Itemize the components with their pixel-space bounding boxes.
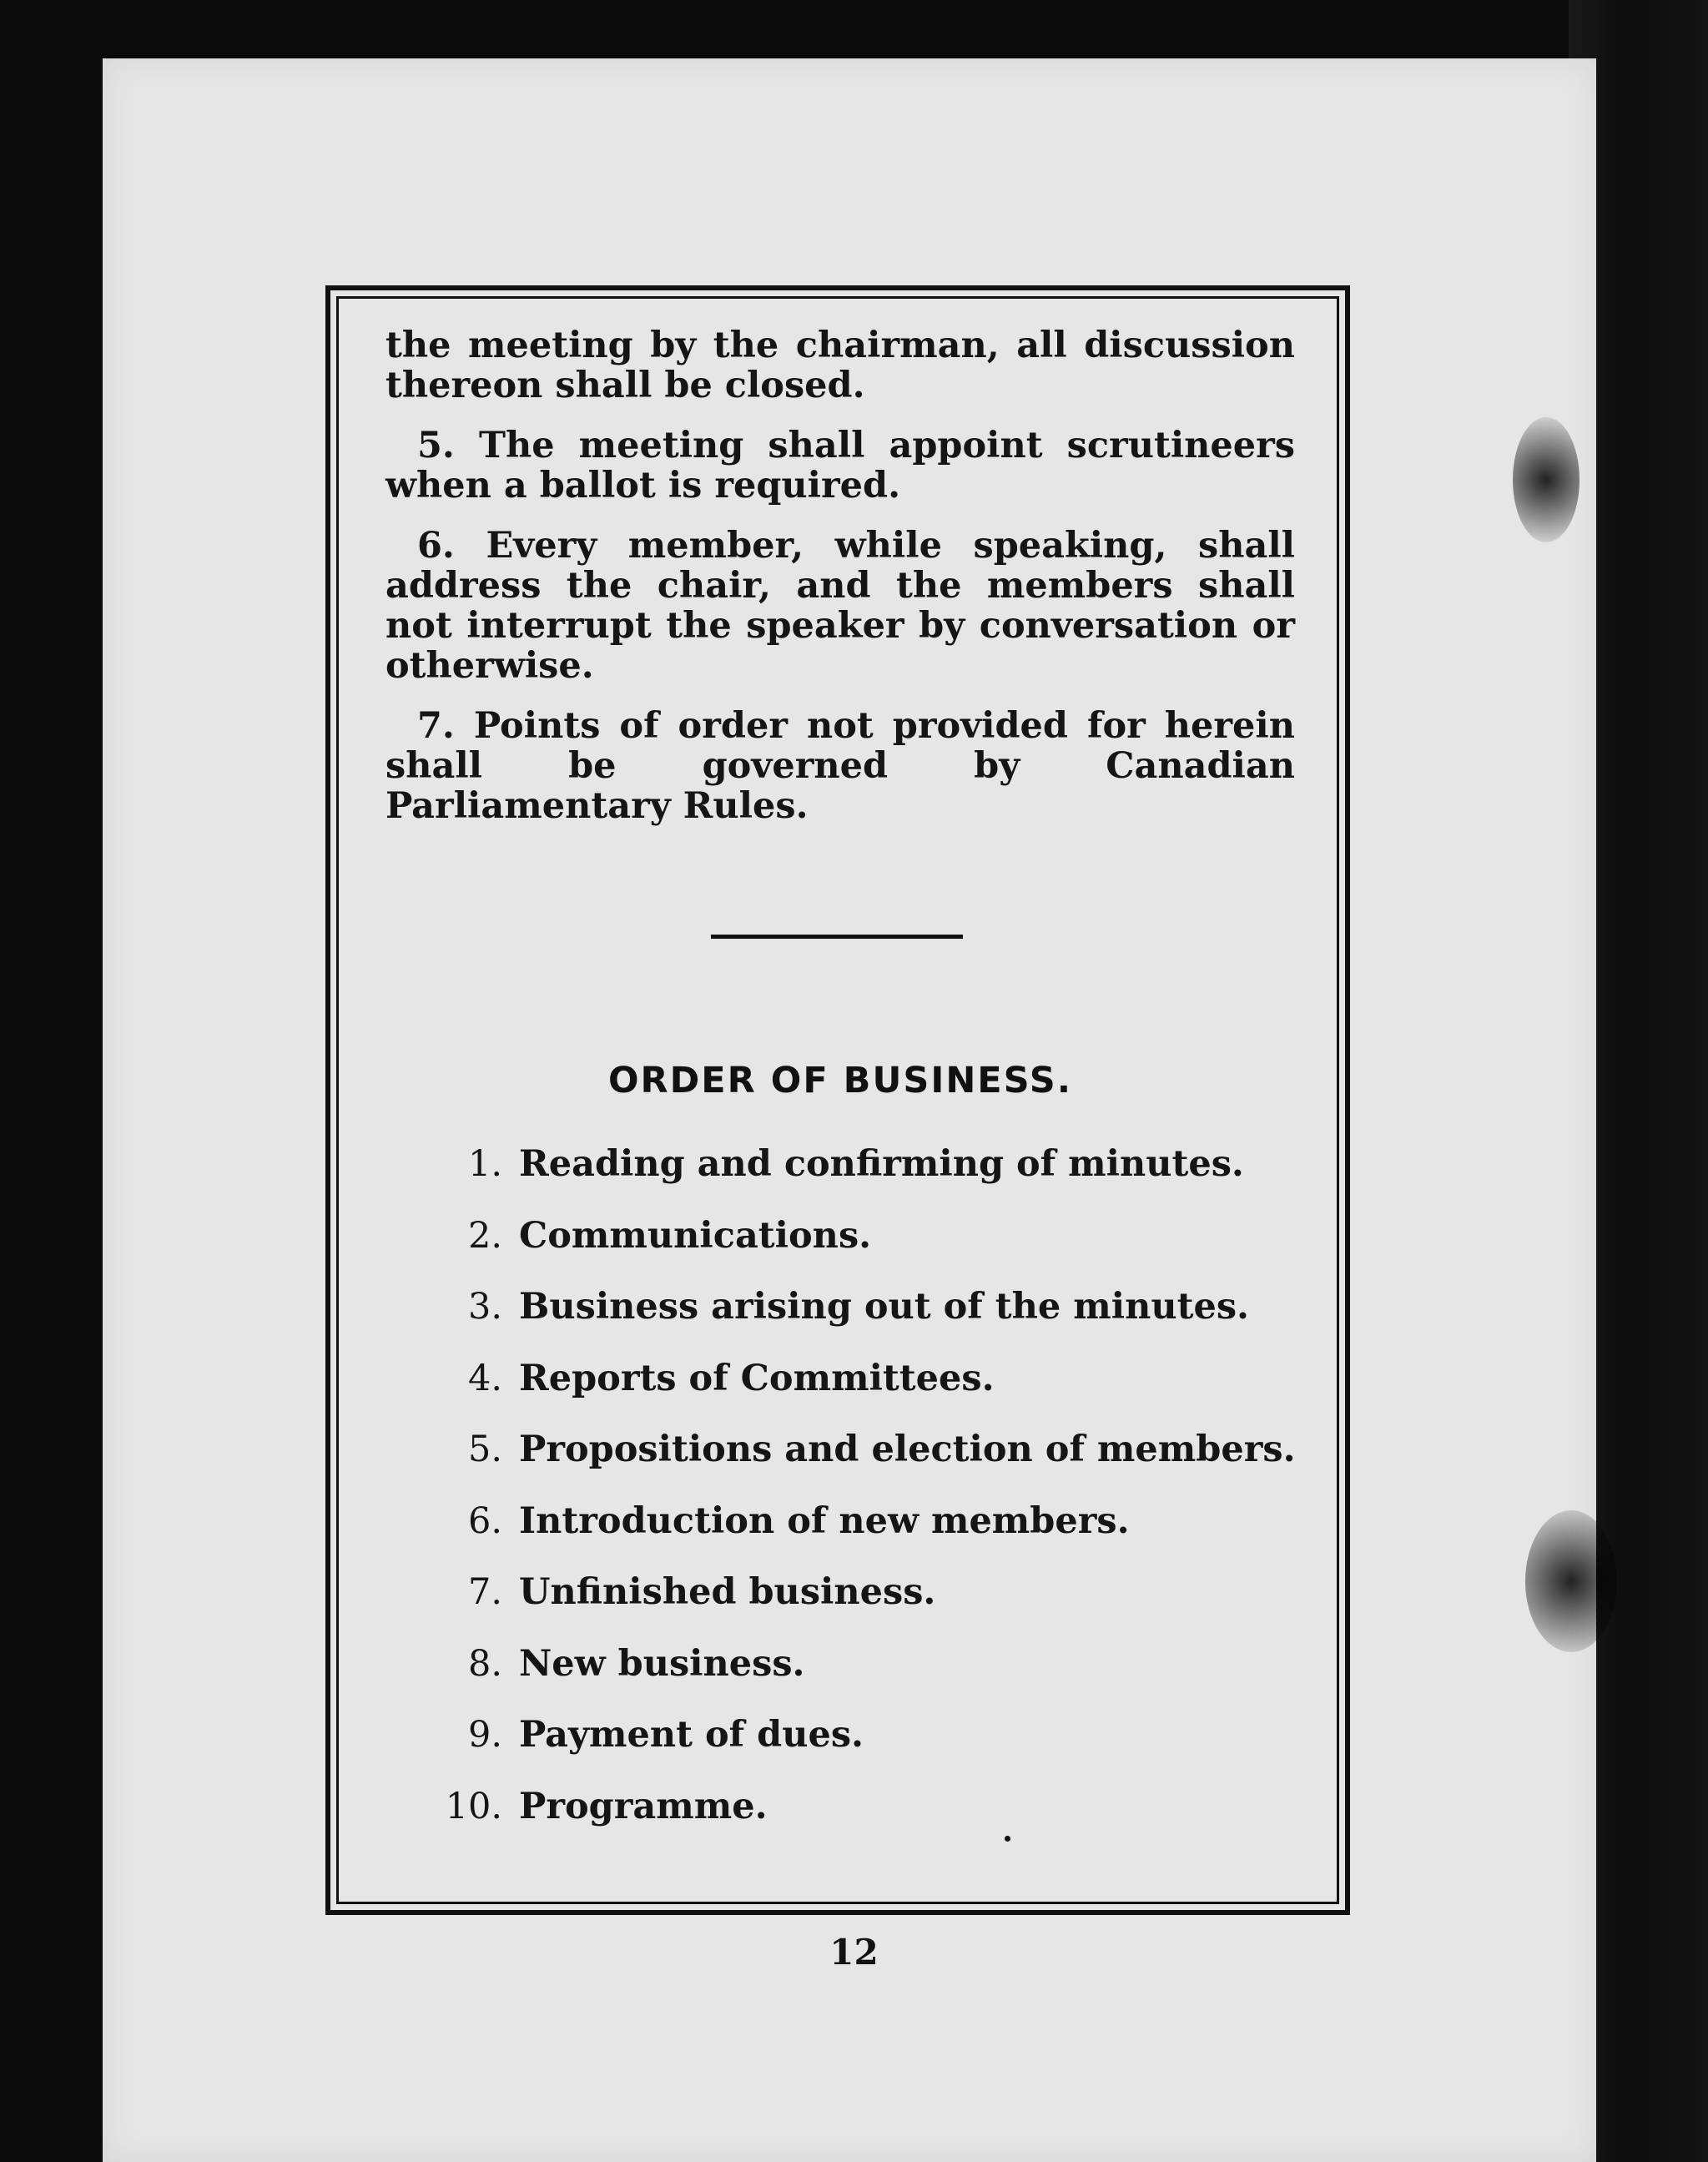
item-number: 7.: [467, 1571, 502, 1613]
list-item: [417, 1782, 1318, 1853]
item-text: Introduction of new members.: [519, 1499, 1130, 1542]
item-number: 8.: [467, 1642, 502, 1685]
item-number: 5.: [467, 1429, 502, 1470]
list-item: [417, 1353, 1318, 1425]
item-text: Business arising out of the minutes.: [519, 1286, 1249, 1328]
item-number: 1.: [467, 1143, 502, 1185]
rule-7: 7. Points of order not provided for herein shall be governed by Canadian Parliamentary Rules.: [385, 705, 1295, 827]
item-number: 3.: [467, 1286, 502, 1328]
item-text: Reports of Committees.: [519, 1357, 995, 1399]
item-text: New business.: [519, 1642, 805, 1685]
section-divider: [711, 935, 963, 939]
rules-text: [385, 325, 1295, 846]
list-item: [417, 1139, 1318, 1211]
paragraph-continued: the meeting by the chairman, all discussion thereon shall be closed.: [385, 325, 1295, 406]
order-of-business-list: [417, 1139, 1318, 1852]
order-of-business-heading: ORDER OF BUSINESS.: [607, 1060, 1073, 1101]
ink-speck: [1005, 1836, 1010, 1842]
item-number: 2.: [467, 1214, 502, 1257]
item-text: Propositions and election of members.: [519, 1429, 1296, 1470]
list-item: [417, 1282, 1318, 1353]
list-item: [417, 1567, 1318, 1639]
list-item: [417, 1496, 1318, 1568]
page-number: 12: [829, 1932, 879, 1973]
item-text: Payment of dues.: [519, 1714, 864, 1756]
list-item: [417, 1710, 1318, 1782]
item-number: 9.: [467, 1714, 502, 1756]
ink-stain: [1513, 417, 1580, 542]
item-text: Unfinished business.: [519, 1571, 936, 1613]
rule-5: 5. The meeting shall appoint scrutineers when a ballot is required.: [385, 425, 1295, 506]
item-text: Reading and confirming of minutes.: [519, 1143, 1244, 1185]
item-number: 6.: [467, 1499, 502, 1542]
item-text: Programme.: [519, 1785, 768, 1827]
ink-stain: [1525, 1510, 1617, 1652]
item-number: 10.: [445, 1785, 502, 1827]
item-number: 4.: [467, 1357, 502, 1399]
list-item: [417, 1211, 1318, 1283]
item-text: Communications.: [519, 1214, 872, 1257]
list-item: [417, 1639, 1318, 1711]
list-item: [417, 1424, 1318, 1496]
rule-6: 6. Every member, while speaking, shall address the chair, and the members shall not interrupt the speaker by conversation or otherwise.: [385, 525, 1295, 687]
